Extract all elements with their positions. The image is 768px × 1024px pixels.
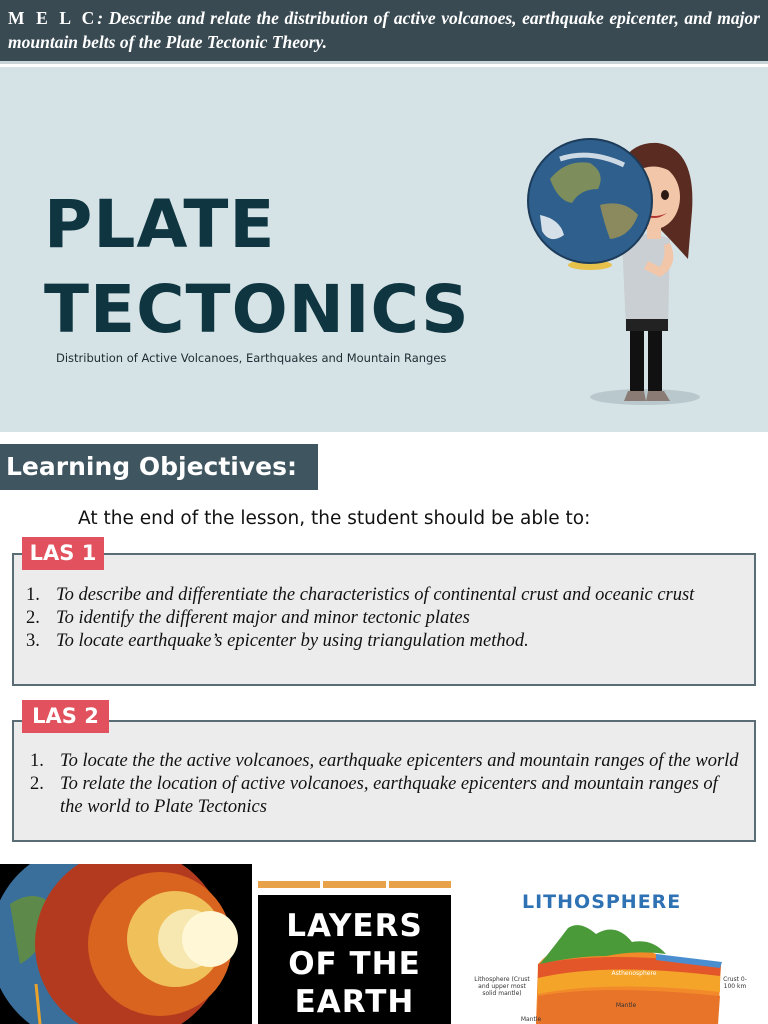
teacher-with-globe-illustration	[520, 119, 740, 419]
layers-line-2: OF THE	[288, 946, 421, 982]
preview-thumbnails	[0, 864, 768, 1024]
item-text: To identify the different major and minor tectonic plates	[56, 608, 470, 628]
layers-line-3: EARTH	[294, 984, 415, 1020]
label-lithosphere: Lithosphere (Crust and upper most solid mantle)	[474, 976, 530, 997]
label-mantle-2: Mantle	[520, 1016, 542, 1023]
item-text: To describe and differentiate the characteristics of continental crust and oceanic crust	[56, 585, 695, 605]
layers-line-1: LAYERS	[286, 908, 423, 944]
melc-banner	[0, 0, 768, 64]
las1-label: LAS 1	[22, 537, 104, 570]
list-item	[30, 750, 742, 773]
title-line-1: PLATE	[44, 186, 276, 263]
decorative-bars	[258, 881, 451, 888]
layers-title-box	[258, 895, 451, 1024]
list-item	[26, 607, 736, 630]
hero-subtitle: Distribution of Active Volcanoes, Earthquakes and Mountain Ranges	[56, 351, 447, 365]
label-crust: Crust 0-100 km	[723, 976, 747, 990]
learning-objectives-header: Learning Objectives:	[0, 444, 318, 490]
objectives-intro: At the end of the lesson, the student should be able to:	[78, 508, 591, 529]
item-number: 1.	[26, 585, 40, 605]
las2-objectives-box	[12, 720, 756, 842]
las2-label: LAS 2	[22, 700, 109, 733]
item-text: To locate the the active volcanoes, earthquake epicenters and mountain ranges of the world	[60, 751, 739, 771]
item-number: 3.	[26, 631, 40, 651]
melc-tag: M E L C	[8, 8, 98, 28]
item-number: 2.	[30, 774, 44, 794]
label-asthenosphere: Asthenosphere	[611, 970, 657, 977]
item-text: To locate earthquake’s epicenter by using triangulation method.	[56, 631, 529, 651]
label-mantle: Mantle	[615, 1002, 637, 1009]
earth-layers-icon	[0, 864, 252, 1024]
earth-layers-thumbnail[interactable]	[0, 864, 252, 1024]
hero-section	[0, 67, 768, 432]
layers-of-earth-thumbnail[interactable]	[258, 864, 451, 1024]
lithosphere-title: LITHOSPHERE	[522, 891, 682, 913]
list-item	[26, 584, 736, 607]
las1-objectives-box	[12, 553, 756, 686]
lithosphere-thumbnail[interactable]	[456, 864, 768, 1024]
list-item	[30, 773, 742, 819]
melc-text: : Describe and relate the distribution of active volcanoes, earthquake epicenter, and major mountain belts of the Plate Tectonic Theory.	[8, 8, 760, 52]
item-number: 2.	[26, 608, 40, 628]
item-number: 1.	[30, 751, 44, 771]
title-line-2: TECTONICS	[44, 271, 470, 348]
lithosphere-diagram-icon	[456, 864, 768, 1024]
list-item	[26, 630, 736, 653]
item-text: To relate the location of active volcanoes, earthquake epicenters and mountain ranges of the world to Plate Tectonics	[60, 774, 718, 817]
